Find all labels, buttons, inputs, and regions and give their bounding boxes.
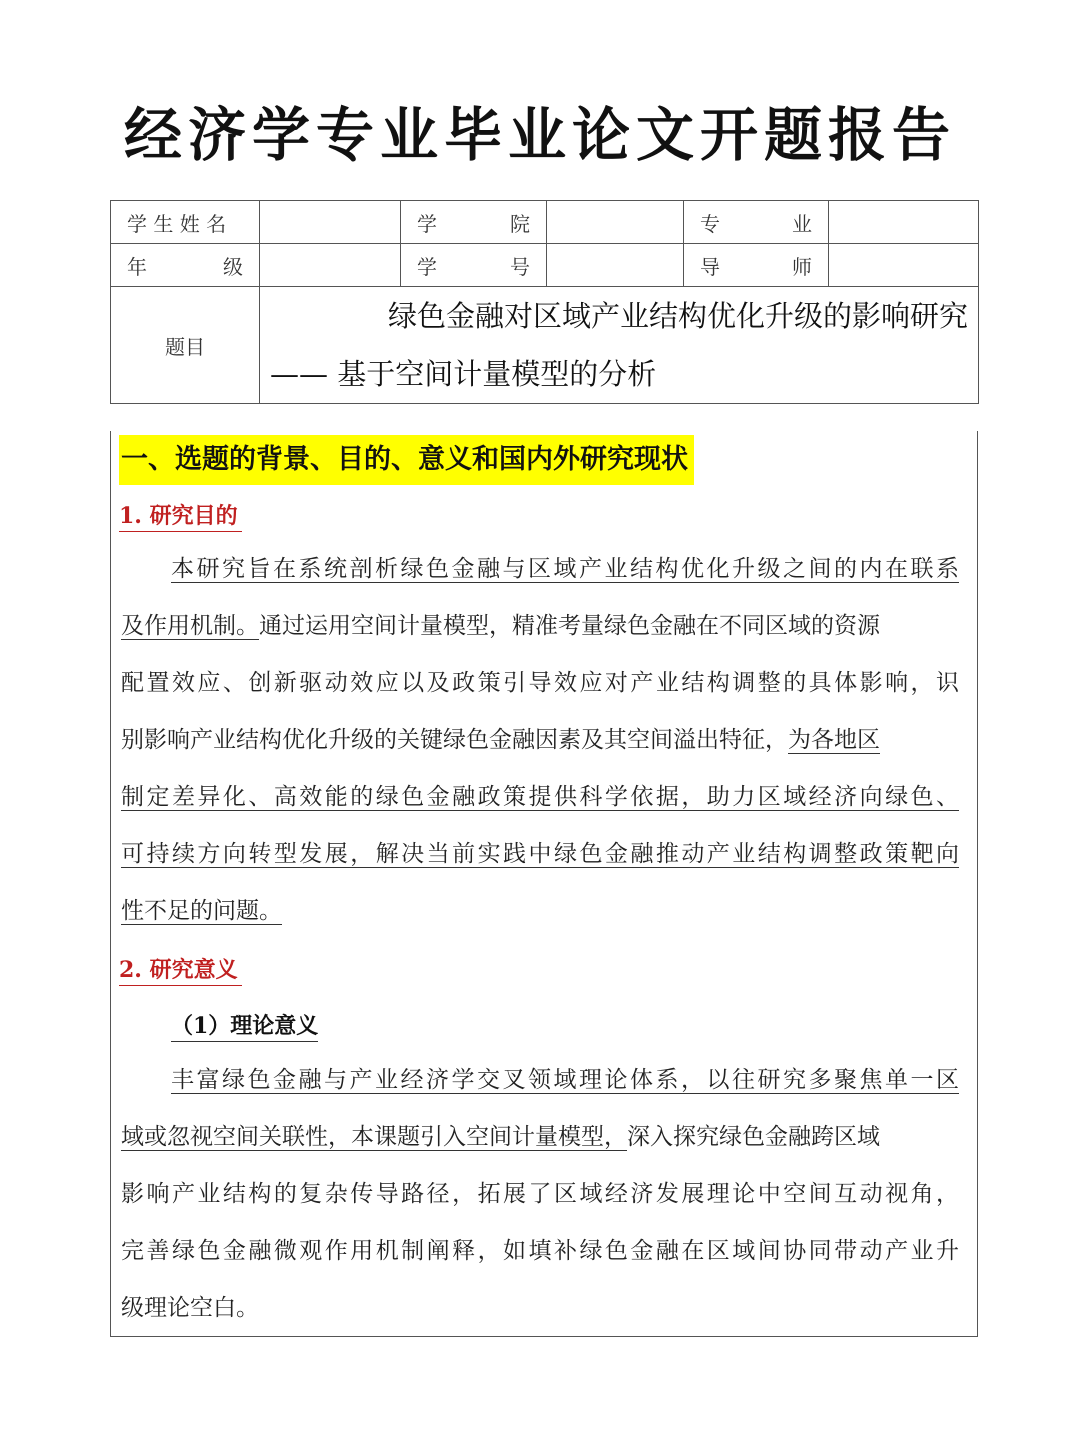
info-row-2 xyxy=(111,244,979,287)
paragraph-line: 域或忽视空间关联性，本课题引入空间计量模型， xyxy=(121,1124,627,1150)
paragraph-line: 制定差异化、高效能的绿色金融政策提供科学依据，助力区域经济向绿色、 xyxy=(121,784,959,810)
research-significance-heading: 2. 研究意义 xyxy=(119,955,242,986)
student-name-field[interactable] xyxy=(260,201,401,244)
research-purpose-heading: 1. 研究目的 xyxy=(119,501,242,532)
topic-label: 题目 xyxy=(111,287,260,404)
advisor-label: 导 师 xyxy=(684,244,829,287)
student-id-field[interactable] xyxy=(547,244,684,287)
student-id-label: 学 号 xyxy=(401,244,547,287)
research-purpose-paragraph xyxy=(121,545,959,944)
topic-title-line: 绿色金融对区域产业结构优化升级的影响研究 xyxy=(387,299,968,333)
theoretical-significance-heading: （1）理论意义 xyxy=(171,1011,318,1042)
paragraph-line: 通过运用空间计量模型，精准考量绿色金融在不同区域的资源 xyxy=(259,613,880,639)
report-body xyxy=(110,431,978,1337)
paragraph-line: 丰富绿色金融与产业经济学交叉领域理论体系，以往研究多聚焦单一区 xyxy=(171,1067,959,1093)
paragraph-line: 性不足的问题。 xyxy=(121,898,282,924)
student-name-label: 学 生 姓 名 xyxy=(111,201,260,244)
advisor-field[interactable] xyxy=(829,244,979,287)
document-title: 经济学专业毕业论文开题报告 xyxy=(123,101,956,169)
major-field[interactable] xyxy=(829,201,979,244)
paragraph-line: 级理论空白。 xyxy=(121,1295,259,1321)
paragraph-line: 配置效应、创新驱动效应以及政策引导效应对产业结构调整的具体影响，识 xyxy=(121,670,959,696)
paragraph-line: 本研究旨在系统剖析绿色金融与区域产业结构优化升级之间的内在联系 xyxy=(171,556,959,582)
college-field[interactable] xyxy=(547,201,684,244)
college-label: 学 院 xyxy=(401,201,547,244)
paragraph-line: 影响产业结构的复杂传导路径，拓展了区域经济发展理论中空间互动视角， xyxy=(121,1181,959,1207)
topic-row xyxy=(111,287,979,404)
paragraph-line: 别影响产业结构优化升级的关键绿色金融因素及其空间溢出特征， xyxy=(121,727,788,753)
grade-label: 年 级 xyxy=(111,244,260,287)
paragraph-line: 为各地区 xyxy=(788,727,880,753)
info-row-1 xyxy=(111,201,979,244)
major-label: 专 业 xyxy=(684,201,829,244)
grade-field[interactable] xyxy=(260,244,401,287)
topic-field[interactable] xyxy=(260,287,979,404)
paragraph-line: 完善绿色金融微观作用机制阐释，如填补绿色金融在区域间协同带动产业升 xyxy=(121,1238,959,1264)
paragraph-line: 深入探究绿色金融跨区域 xyxy=(627,1124,880,1150)
paragraph-line: 可持续方向转型发展，解决当前实践中绿色金融推动产业结构调整政策靶向 xyxy=(121,841,959,867)
info-table xyxy=(110,200,979,404)
paragraph-line: 及作用机制。 xyxy=(121,613,259,639)
theoretical-significance-paragraph xyxy=(121,1056,959,1341)
section-heading: 一、选题的背景、目的、意义和国内外研究现状 xyxy=(119,435,694,485)
topic-subtitle-line: —— 基于空间计量模型的分析 xyxy=(270,357,657,391)
